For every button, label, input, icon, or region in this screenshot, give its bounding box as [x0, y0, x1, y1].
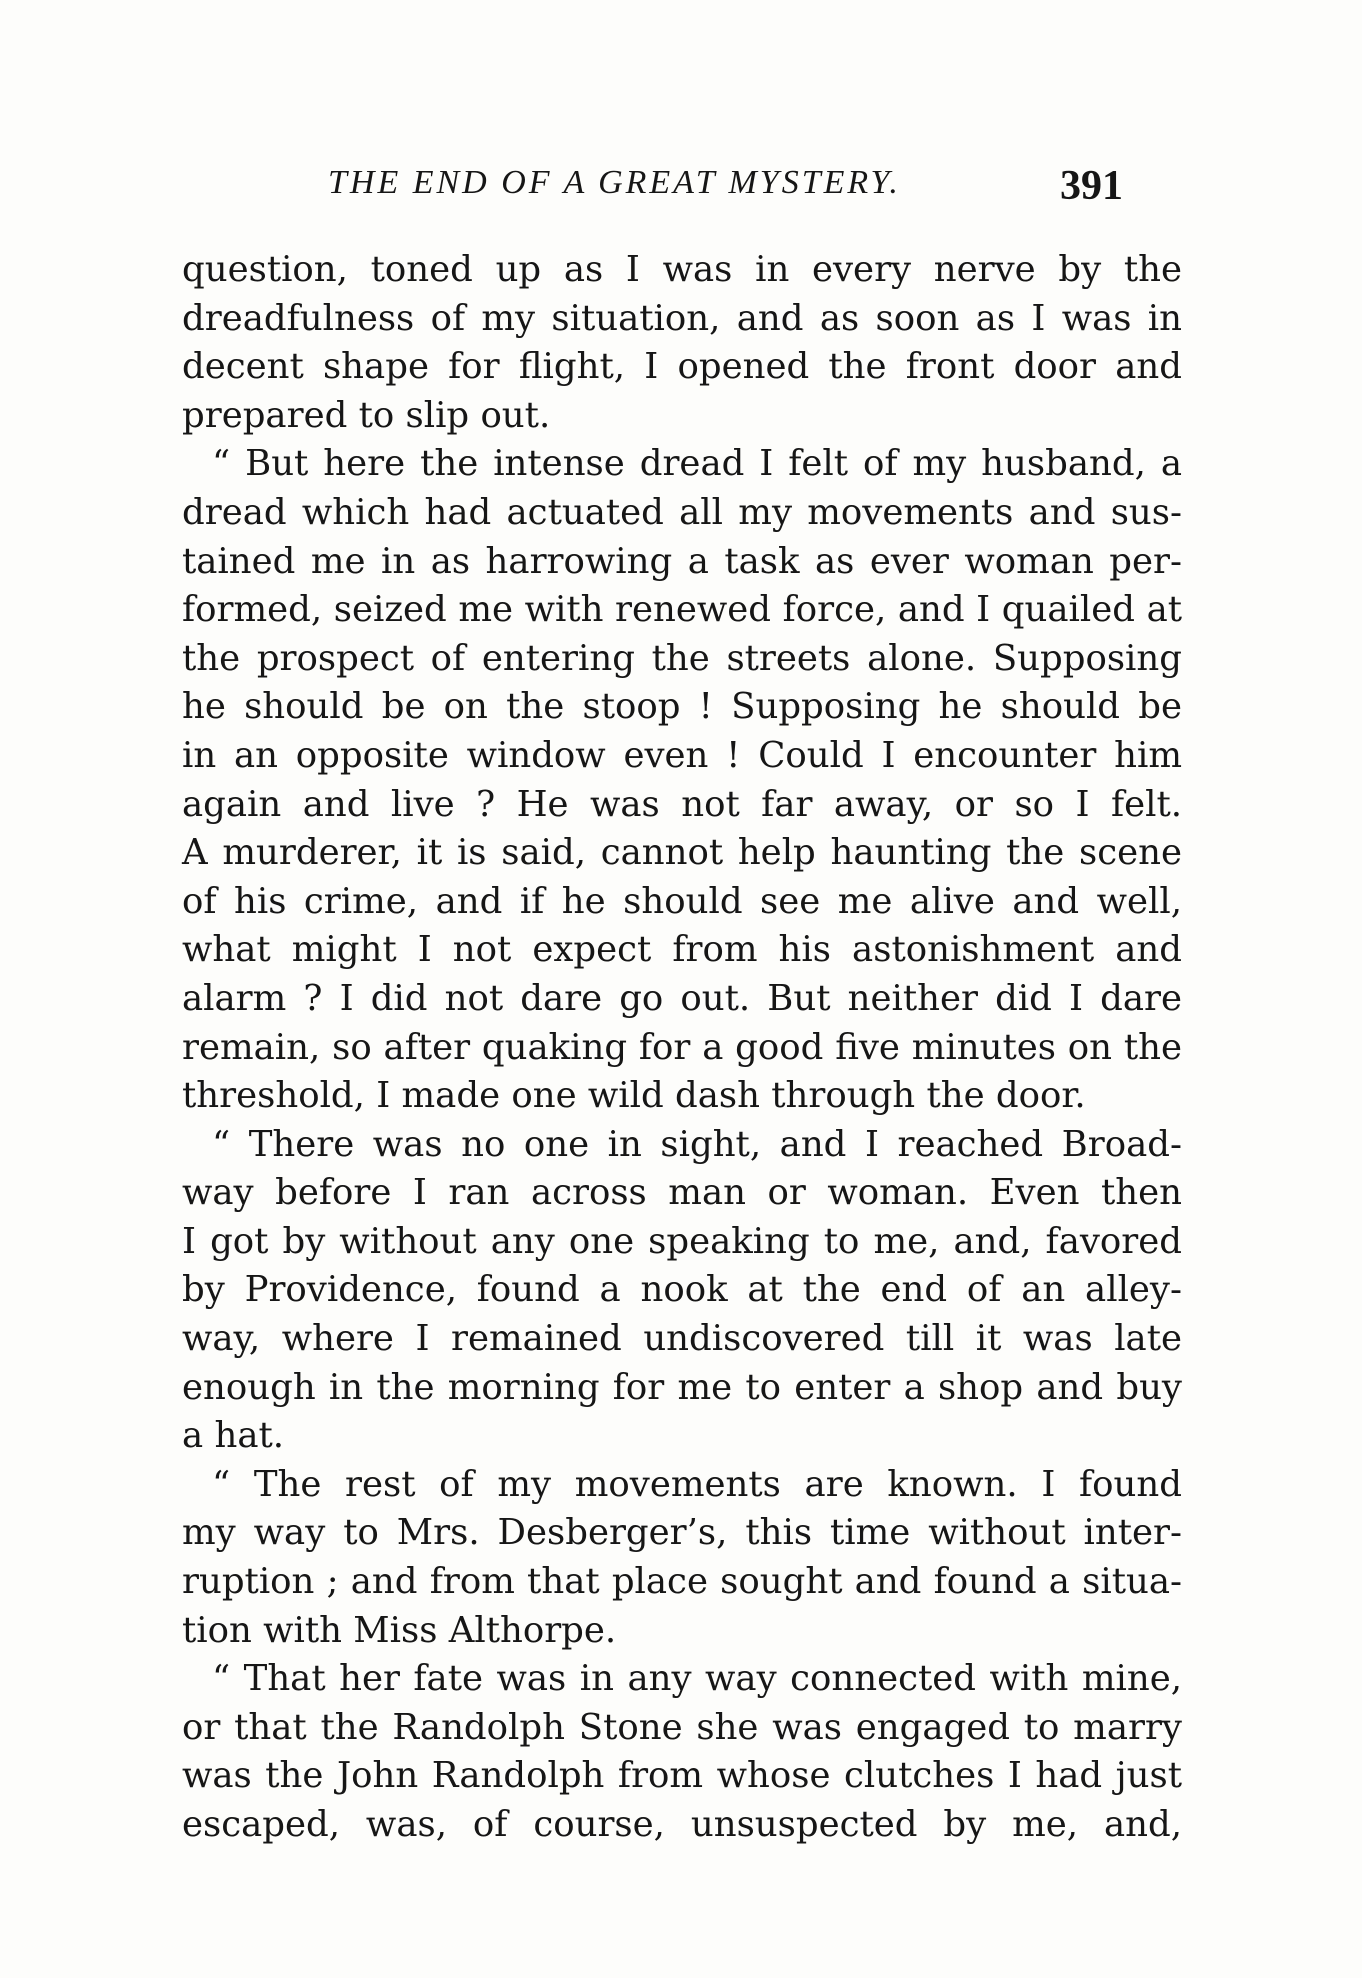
text-line: enough in the morning for me to enter a shop and buy	[182, 1366, 1182, 1408]
text-line: way, where I remained undiscovered till it was late	[182, 1318, 1182, 1360]
text-line: dreadfulness of my situation, and as soon as I was in	[182, 297, 1182, 339]
text-line: by Providence, found a nook at the end of an alley-	[182, 1269, 1182, 1311]
text-line: in an opposite window even ! Could I encounter him	[182, 734, 1182, 776]
running-title: THE END OF A GREAT MYSTERY.	[328, 164, 901, 201]
text-line: dread which had actuated all my movements and sus-	[182, 491, 1182, 533]
text-line: A murderer, it is said, cannot help haunting the scene	[182, 832, 1182, 874]
text-line: question, toned up as I was in every nerve by the	[182, 249, 1182, 290]
text-line: what might I not expect from his astonishment and	[182, 929, 1182, 971]
text-line: prepared to slip out.	[182, 394, 551, 436]
text-line: “ The rest of my movements are known. I found	[212, 1463, 1182, 1505]
text-line: a hat.	[182, 1415, 285, 1457]
body-text	[182, 246, 1182, 1850]
text-line: formed, seized me with renewed force, and I quailed at	[182, 589, 1182, 631]
text-line: my way to Mrs. Desberger’s, this time without inter-	[182, 1512, 1182, 1554]
text-line: the prospect of entering the streets alone. Supposing	[182, 637, 1182, 679]
text-line: way before I ran across man or woman. Even then	[182, 1172, 1182, 1214]
text-line: escaped, was, of course, unsuspected by me, and,	[182, 1804, 1182, 1845]
text-line: “ But here the intense dread I felt of my husband, a	[212, 443, 1182, 485]
text-line: “ That her fate was in any way connected with mine,	[212, 1658, 1182, 1700]
text-line: remain, so after quaking for a good five minutes on the	[182, 1026, 1182, 1068]
text-line: of his crime, and if he should see me alive and well,	[182, 880, 1182, 922]
page-number: 391	[1060, 163, 1123, 209]
text-line: ruption ; and from that place sought and found a situa-	[182, 1561, 1182, 1603]
text-line: or that the Randolph Stone she was engaged to marry	[182, 1706, 1182, 1748]
text-line: tion with Miss Althorpe.	[182, 1609, 617, 1651]
page-header	[182, 160, 1182, 220]
text-line: alarm ? I did not dare go out. But neither did I dare	[182, 977, 1182, 1019]
text-line: tained me in as harrowing a task as ever woman per-	[182, 540, 1182, 582]
text-line: he should be on the stoop ! Supposing he should be	[182, 686, 1182, 728]
text-line: decent shape for flight, I opened the front door and	[182, 346, 1182, 388]
text-line: threshold, I made one wild dash through the door.	[182, 1075, 1086, 1117]
text-line: again and live ? He was not far away, or so I felt.	[182, 783, 1182, 825]
text-line: “ There was no one in sight, and I reached Broad-	[212, 1123, 1182, 1165]
text-line: I got by without any one speaking to me, and, favored	[182, 1220, 1182, 1262]
text-line: was the John Randolph from whose clutches I had just	[182, 1755, 1182, 1797]
